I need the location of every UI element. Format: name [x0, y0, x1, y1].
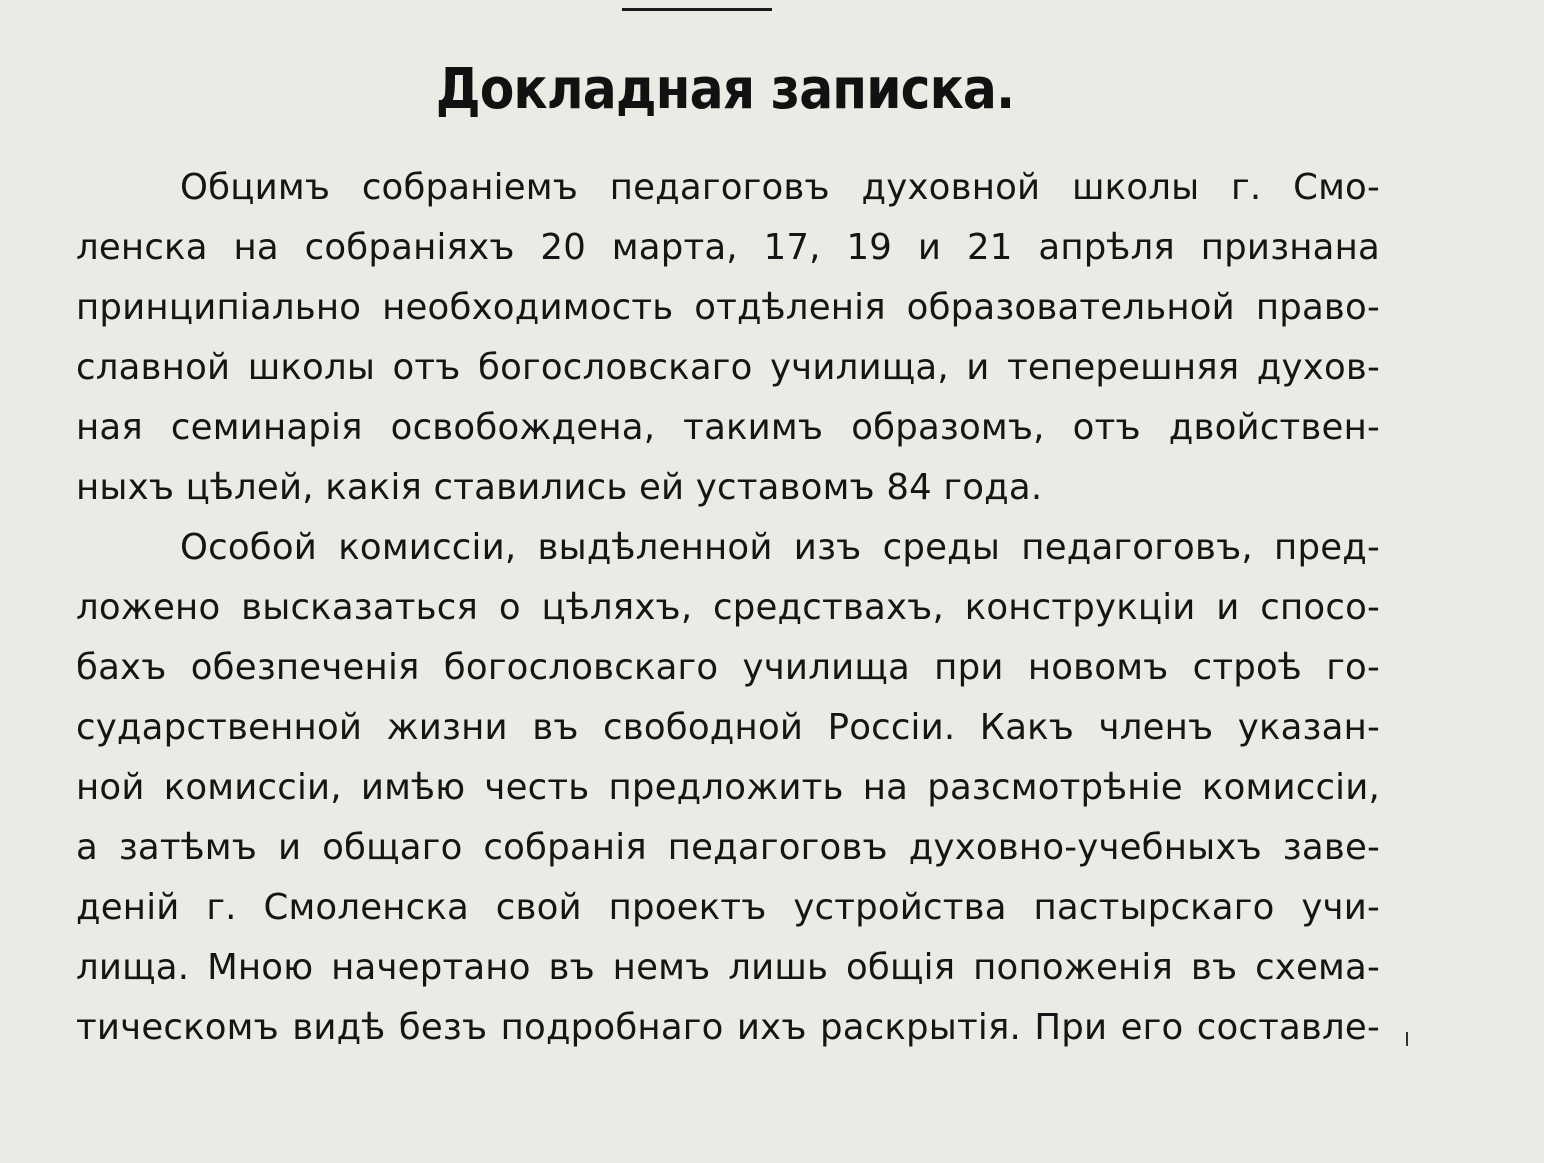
body-text: [76, 158, 1380, 1058]
text-line: Обцимъ собраніемъ педагоговъ духовной школы г. Смо-: [180, 167, 1380, 208]
page-title: Докладная записка.: [435, 57, 1015, 122]
text-line: тическомъ видѣ безъ подробнаго ихъ раскрытія. При его составле-: [76, 1007, 1380, 1048]
text-line: ложено высказаться о цѣляхъ, средствахъ, конструкціи и спосо-: [76, 587, 1380, 628]
text-line: а затѣмъ и общаго собранія педагоговъ духовно-учебныхъ заве-: [76, 827, 1380, 868]
text-line: ныхъ цѣлей, какія ставились ей уставомъ 84 года.: [76, 467, 1043, 508]
text-line: Особой комиссіи, выдѣленной изъ среды педагоговъ, пред-: [180, 527, 1380, 568]
text-line: принципіально необходимость отдѣленія образовательной право-: [76, 287, 1380, 328]
margin-mark: [1406, 1032, 1408, 1046]
text-line: деній г. Смоленска свой проектъ устройства пастырскаго учи-: [76, 887, 1380, 928]
text-line: бахъ обезпеченія богословскаго училища при новомъ строѣ го-: [76, 647, 1380, 688]
text-line: ленска на собраніяхъ 20 марта, 17, 19 и 21 апрѣля признана: [76, 227, 1380, 268]
paragraph-2: [76, 518, 1380, 1058]
top-rule: [622, 8, 772, 11]
text-line: ной комиссіи, имѣю честь предложить на разсмотрѣніе комиссіи,: [76, 767, 1380, 808]
paragraph-1: [76, 158, 1380, 518]
text-line: лища. Мною начертано въ немъ лишь общія попоженія въ схема-: [76, 947, 1380, 988]
text-line: сударственной жизни въ свободной Россіи. Какъ членъ указан-: [76, 707, 1380, 748]
text-line: ная семинарія освобождена, такимъ образомъ, отъ двойствен-: [76, 407, 1380, 448]
text-line: славной школы отъ богословскаго училища, и теперешняя духов-: [76, 347, 1380, 388]
